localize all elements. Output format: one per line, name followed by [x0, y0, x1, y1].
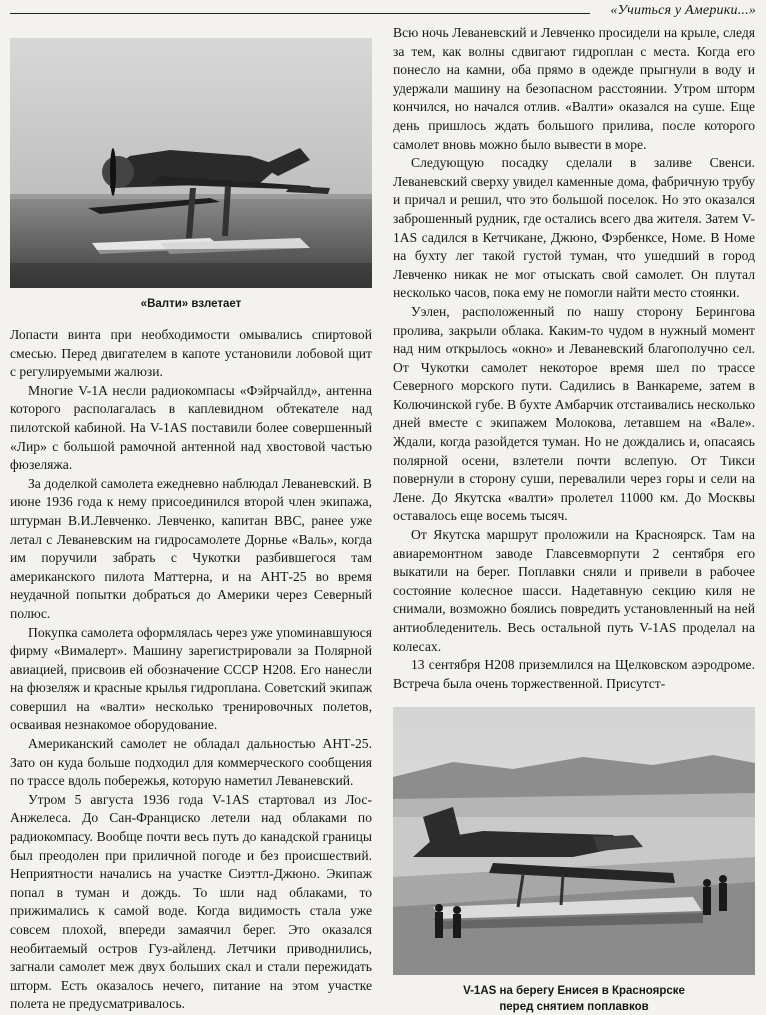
header-rule	[10, 13, 590, 14]
paragraph: Следующую посадку сделали в заливе Свенси. Леваневский сверху увидел каменные дома, фабричную трубу и причал и решил, что это большой поселок. Но это оказался заброшенный рудник, где остались всего два жителя. Затем V-1AS садился в Кетчикане, Джюно, Фэрбенксе, Номе. В Номе на бухту лег такой густой туман, что ушедший в город Левченко никак не мог отыскать свой самолет. Он плутал несколько часов, пока ему не помогли найти место стоянки.	[393, 155, 755, 301]
paragraph: Многие V-1A несли радиокомпасы «Фэйрчайлд», антенна которого располагалась в каплевидном обтекателе над пилотской кабиной. На V-1AS поставили более совершенный «Лир» с большой рамочной антенной над хвостовой частью фюзеляжа.	[10, 382, 372, 473]
photo1-caption: «Валти» взлетает	[140, 298, 242, 310]
paragraph: Покупка самолета оформлялась через уже упоминавшуюся фирму «Вималерт». Машину зарегистрировали за Полярной авиацией, присвоив ей обозначение СССР Н208. Его нанесли на фюзеляж и красные крылья гидроплана. Советский экипаж совершил на «валти» несколько тренировочных полетов, осваивая незнакомое оборудование.	[10, 624, 372, 733]
photo-seaplane-takeoff	[10, 38, 372, 288]
right-column	[393, 24, 755, 1015]
paragraph: За доделкой самолета ежедневно наблюдал Леваневский. В июне 1936 года к нему присоединился второй член экипажа, штурман В.И.Левченко. Левченко, капитан ВВС, ранее уже летал с Леваневским на гидросамолете Дорнье «Валь», когда им поручили забрать с Чукотки разбившегося там американского пилота Маттерна, и на АНТ-25 во время неудачной попытки добраться до Америки через Северный полюс.	[10, 475, 372, 621]
left-column	[10, 30, 372, 1014]
paragraph: Уэлен, расположенный по нашу сторону Берингова пролива, закрыли облака. Каким-то чудом в нужный момент над ним открылось «окно» и Леваневский благополучно сел. От Чукотки самолет некоторое время шел по трассе Северного морского пути. Садились в Ванкареме, затем в Колючинской губе. В бухте Амбарчик отстаивались несколько дней вместе с экипажем Молокова, летавшем на «Вале». Ждали, когда разойдется туман. Но не дождались и, опасаясь полярной осени, взлетели почти вслепую. От Тикси повернули в сторону суши, перевалили через горы и сели на Лене. До Якутска «валти» пролетел 11000 км. До Москвы оставалось еще восемь тысяч.	[393, 303, 755, 524]
paragraph: Утром 5 августа 1936 года V-1AS стартовал из Лос-Анжелеса. До Сан-Франциско летели над облаками по радиокомпасу. Вообще почти весь путь до канадской границы был преодолен при приличной погоде и без происшествий. Неприятности начались на участке Сиэттл-Джюно. Экипаж попал в туман и дождь. То шли над облаками, то прижимались к самой воде. Когда видимость стала уже совсем плохой, впереди замаячил берег. Это оказался необитаемый остров Гуз-айленд. Летчики приводнились, загнали самолет меж двух больших скал и стали пережидать шторм. Есть оказалось нечего, питание на этом участке полета не предусматривалось.	[10, 791, 372, 1012]
photo-seaplane-on-riverbank	[393, 707, 755, 975]
paragraph: От Якутска маршрут проложили на Красноярск. Там на авиаремонтном заводе Главсевморпути 2 сентября его выкатили на берег. Поплавки сняли и привели в рабочее состояние колесное шасси. Надетавную секцию киля не снимали, возможно боялись повредить установленный на ней антиобледенитель. Весь остальной путь V-1AS проделал на колесах.	[393, 527, 755, 654]
photo2-caption-line2: перед снятием поплавков	[499, 1001, 649, 1014]
paragraph: Всю ночь Леваневский и Левченко просидели на крыле, следя за тем, как волны сдвигают гидроплан с места. Когда его понесло на камни, оба прямо в одежде прыгнули в воду и удержали машину на безопасном расстоянии. Утром шторм кончился, но начался отлив. «Валти» оказался на суше. Еще день пришлось ждать большого прилива, после которого самолет вновь можно было вывести в море.	[393, 25, 755, 152]
running-title: «Учиться у Америки...»	[610, 3, 756, 18]
photo2-caption-line1: V-1AS на берегу Енисея в Красноярске	[463, 985, 685, 998]
paragraph: Лопасти винта при необходимости омывались спиртовой смесью. Перед двигателем в капоте установили лобовой щит с регулируемыми жалюзи.	[10, 327, 372, 380]
paragraph: Американский самолет не обладал дальностью АНТ-25. Зато он куда больше подходил для коммерческого сообщения по трассе вдоль побережья, которую наметил Леваневский.	[10, 736, 372, 789]
paragraph: 13 сентября Н208 приземлился на Щелковском аэродроме. Встреча была очень торжественной. Присутст-	[393, 657, 755, 691]
